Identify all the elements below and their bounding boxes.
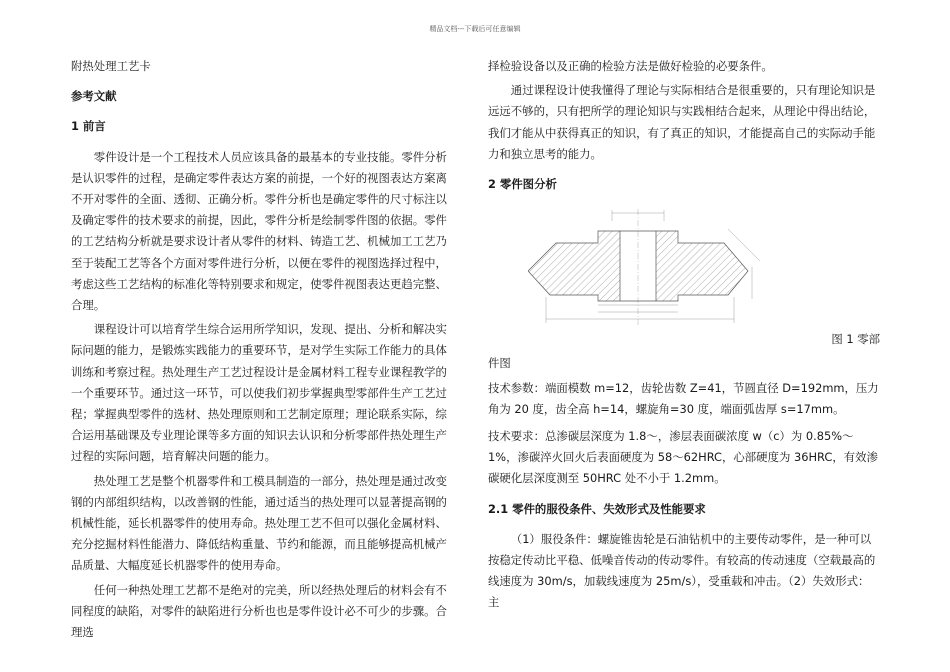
paragraph: 任何一种热处理工艺都不是绝对的完美，所以经热处理后的材料会有不同程度的缺陷，对零件的缺陷进行分析也也是零件设计必不可少的步骤。合理选 xyxy=(71,582,447,640)
paragraph: 课程设计可以培育学生综合运用所学知识，发现、提出、分析和解决实际问题的能力，是锻炼实践能力的重要环节，是对学生实际工作能力的具体训练和考察过程。热处理生产工艺过程设计是金属材料工程专业课程教学的一个重要环节。通过这一环节，可以使我们初步掌握典型零部件生产工艺过程；掌握典型零件的选材、热处理原则和工艺制定原理；理论联系实际，综合运用基础课及专业理论课等多方面的知识去认识和分析零部件热处理生产过程的实际问题，培育解决问题的能力。 xyxy=(71,322,447,464)
paragraph: 择检验设备以及正确的检验方法是做好检验的必要条件。 xyxy=(488,59,773,73)
figure-caption-continued: 件图 xyxy=(488,356,511,371)
gear-cross-section-drawing xyxy=(528,209,768,325)
technical-requirements: 技术要求：总渗碳层深度为 1.8～，渗层表面碳浓度 w（c）为 0.85%～1%，渗碳淬火回火后表面硬度为 58～62HRC，心部硬度为 36HRC，有效渗碳硬化层深度测至 50HRC 处不小于 1.2mm。 xyxy=(488,429,878,486)
part-drawing-heading: 2 零件图分析 xyxy=(488,177,557,192)
service-conditions-heading: 2.1 零件的服役条件、失效形式及性能要求 xyxy=(488,501,706,516)
right-column xyxy=(488,56,880,617)
heat-treatment-card-line: 附热处理工艺卡 xyxy=(71,59,151,73)
technical-parameters: 技术参数：端面模数 m=12，齿轮齿数 Z=41，节圆直径 D=192mm，压力角为 20 度，齿全高 h=14，螺旋角=30 度，端面弧齿厚 s=17mm。 xyxy=(488,380,879,416)
left-column xyxy=(71,56,457,646)
preface-heading: 1 前言 xyxy=(71,119,106,134)
paragraph: 通过课程设计使我懂得了理论与实际相结合是很重要的，只有理论知识是远远不够的，只有把所学的理论知识与实践相结合起来，从理论中得出结论，我们才能从中获得真正的知识，有了真正的知识，才能提高自己的实际动手能力和独立思考的能力。 xyxy=(488,83,876,161)
figure-caption: 图 1 零部 xyxy=(831,332,880,347)
part-drawing-figure xyxy=(488,209,880,325)
paragraph: 零件设计是一个工程技术人员应该具备的最基本的专业技能。零件分析是认识零件的过程，是确定零件表达方案的前提，一个好的视图表达方案离不开对零件的全面、透彻、正确分析。零件分析也是确定零件的尺寸标注以及确定零件的技术要求的前提，因此，零件分析是绘制零件图的依据。零件的工艺结构分析就是要求设计者从零件的材料、铸造工艺、机械加工工艺乃至于装配工艺等各个方面对零件进行分析，以便在零件的视图选择过程中，考虑这些工艺结构的标准化等特别要求和规定，使零件视图表达更趋完整、合理。 xyxy=(71,149,447,313)
page-header: 精品文档---下载后可任意编辑 xyxy=(429,25,521,33)
paragraph: （1）服役条件：螺旋锥齿轮是石油钻机中的主要传动零件，是一种可以按稳定传动比平稳、低噪音传动的传动零件。有较高的传动速度（空载最高的线速度为 30m/s，加载线速度为 25m/s），受重载和冲击。（2）失效形式：主 xyxy=(488,531,876,610)
paragraph: 热处理工艺是整个机器零件和工模具制造的一部分，热处理是通过改变钢的内部组织结构，以改善钢的性能，通过适当的热处理可以显著提高钢的机械性能，延长机器零件的使用寿命。热处理工艺不但可以强化金属材料、充分挖掘材料性能潜力、降低结构重量、节约和能源，而且能够提高机械产品质量、大幅度延长机器零件的使用寿命。 xyxy=(71,473,447,573)
references-heading: 参考文献 xyxy=(71,89,117,104)
